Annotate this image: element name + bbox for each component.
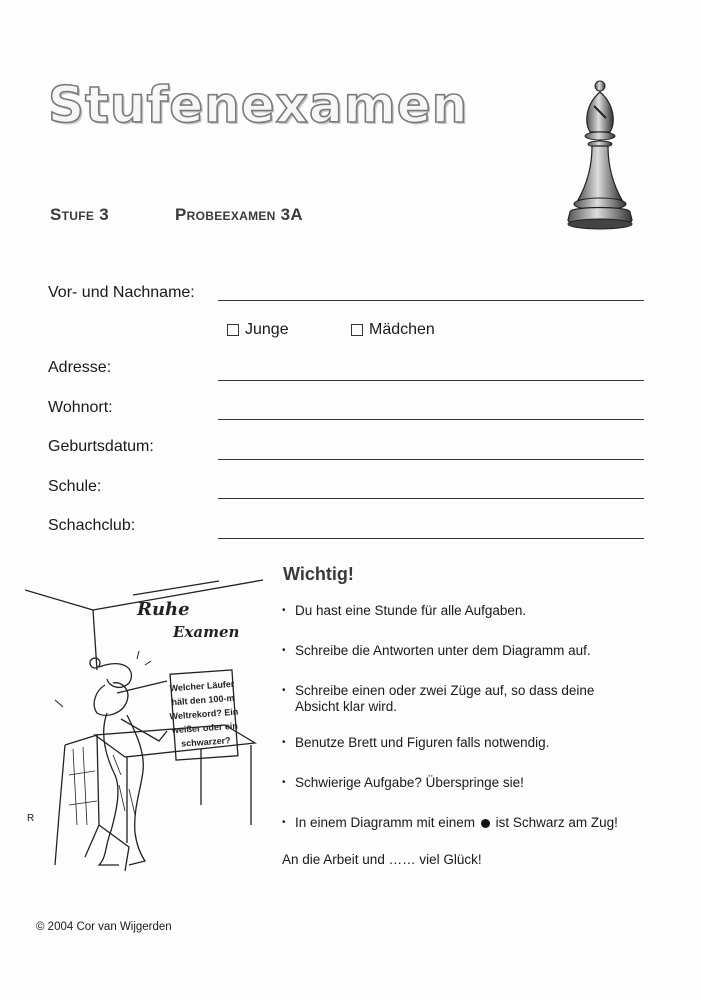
club-field[interactable] [218, 538, 644, 539]
list-item [282, 815, 642, 831]
bullet-icon: • [282, 645, 286, 656]
club-label: Schachclub: [48, 517, 136, 534]
list-item [282, 643, 642, 659]
checkbox-maedchen[interactable] [351, 321, 435, 339]
exam-cartoon [25, 575, 275, 875]
address-label: Adresse: [48, 359, 112, 376]
list-item-text: Schreibe einen oder zwei Züge auf, so dass deine Absicht klar wird. [295, 683, 595, 714]
school-field[interactable] [218, 498, 644, 499]
exam-name: Probeexamen 3A [175, 205, 304, 224]
bullet-icon: • [282, 605, 286, 616]
list-item [282, 603, 642, 619]
list-item [282, 735, 642, 751]
board-line-2: hält den 100-m [171, 692, 235, 708]
board-line-4: weißer oder ein [171, 720, 239, 736]
instructions-title: Wichtig! [283, 564, 354, 584]
list-item-text: Schreibe die Antworten unter dem Diagramm auf. [295, 643, 591, 658]
board-line-5: schwarzer? [180, 735, 231, 749]
sign-examen: Examen [173, 623, 240, 641]
list-item [282, 683, 642, 715]
bullet-icon: • [282, 685, 286, 696]
birthdate-field[interactable] [218, 459, 644, 460]
bullet-icon: • [282, 817, 286, 828]
checkbox-label-maedchen: Mädchen [369, 321, 435, 338]
board-line-3: Weltrekord? Ein [169, 706, 239, 722]
exam-level: Stufe 3 [50, 205, 109, 224]
last-rule-before: In einem Diagramm mit einem [295, 815, 476, 830]
copyright: © 2004 Cor van Wijgerden [36, 921, 172, 933]
list-item-text: Benutze Brett und Figuren falls notwendig. [295, 735, 550, 750]
checkbox-label-junge: Junge [245, 321, 289, 338]
page-title: Stufenexamen [48, 76, 469, 134]
school-label: Schule: [48, 478, 102, 495]
name-field[interactable] [218, 300, 644, 301]
bullet-icon: • [282, 777, 286, 788]
address-field[interactable] [218, 380, 644, 381]
last-rule-after: ist Schwarz am Zug! [495, 815, 618, 830]
list-item-text: Du hast eine Stunde für alle Aufgaben. [295, 603, 527, 618]
closing-text: An die Arbeit und …… viel Glück! [282, 852, 482, 867]
name-label: Vor- und Nachname: [48, 284, 195, 301]
checkbox-box[interactable] [227, 324, 239, 336]
birthdate-label: Geburtsdatum: [48, 438, 154, 455]
checkbox-box[interactable] [351, 324, 363, 336]
city-field[interactable] [218, 419, 644, 420]
board-line-1: Welcher Läufer [169, 678, 235, 694]
list-item [282, 775, 642, 791]
sign-ruhe: Ruhe [137, 599, 190, 620]
list-item-text: Schwierige Aufgabe? Überspringe sie! [295, 775, 524, 790]
artist-signature: R [27, 813, 35, 824]
black-dot-icon [481, 819, 490, 828]
city-label: Wohnort: [48, 399, 113, 416]
bullet-icon: • [282, 737, 286, 748]
checkbox-junge[interactable] [227, 321, 289, 339]
list-item-text [295, 815, 618, 831]
bishop-icon [560, 78, 636, 234]
